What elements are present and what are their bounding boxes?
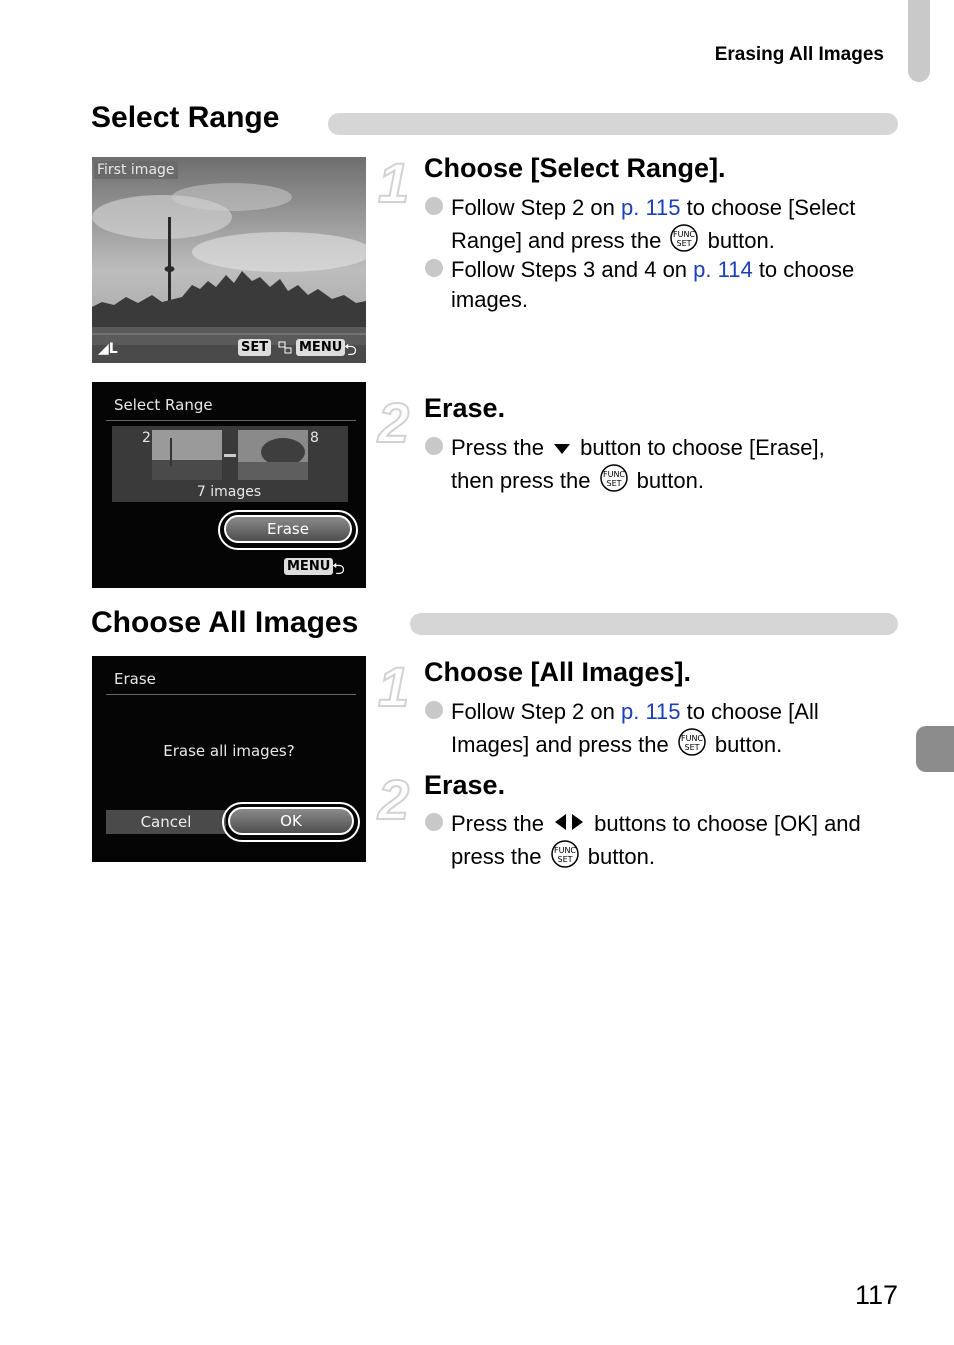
left-right-arrows-icon <box>552 812 586 832</box>
section-bar <box>328 113 898 135</box>
step-number: 2 <box>378 391 410 454</box>
divider <box>106 694 356 695</box>
menu-back-icon: ⮌ <box>332 561 345 578</box>
svg-text:FUNC: FUNC <box>553 846 576 855</box>
divider <box>106 420 356 421</box>
page-link[interactable]: p. 114 <box>693 257 753 282</box>
bullet-dot <box>425 197 443 215</box>
func-set-icon <box>669 223 699 253</box>
bullet-item: Follow Step 2 on p. 115 to choose [Select Range] and press the FUNC SET button. <box>451 193 899 256</box>
page-link[interactable]: p. 115 <box>620 195 681 220</box>
menu-badge: MENU <box>296 339 345 356</box>
step-number: 2 <box>378 768 410 831</box>
svg-text:FUNC: FUNC <box>673 230 696 239</box>
cancel-button[interactable]: Cancel <box>106 810 226 834</box>
svg-text:FUNC: FUNC <box>680 734 703 743</box>
range-dash <box>224 454 236 457</box>
bullet-item: Press the button to choose [Erase], then press the FUNC SET button. <box>451 433 899 496</box>
header-tab <box>908 0 930 82</box>
confirm-question: Erase all images? <box>163 742 295 760</box>
svg-text:SET: SET <box>676 239 692 248</box>
step-title: Erase. <box>424 770 506 800</box>
bullet-dot <box>425 259 443 277</box>
step-title: Choose [All Images]. <box>424 657 692 687</box>
end-thumbnail <box>238 430 308 480</box>
step-title: Erase. <box>424 393 506 423</box>
camera-screen-select-range <box>92 382 366 588</box>
bullet-dot <box>425 813 443 831</box>
range-start: 2 <box>142 430 151 446</box>
bullet-item: Follow Steps 3 and 4 on p. 114 to choose images. <box>451 255 899 315</box>
erase-button[interactable]: Erase <box>224 515 352 543</box>
step-number: 1 <box>378 151 410 214</box>
skyline-photo <box>92 157 366 363</box>
image-size-icon: ◢L <box>98 341 118 357</box>
menu-back-icon: ⮌ <box>344 342 357 359</box>
svg-text:SET: SET <box>557 855 573 864</box>
section-bar <box>410 613 898 635</box>
section-title-choose-all-images: Choose All Images <box>91 606 359 639</box>
page-link[interactable]: p. 115 <box>620 699 681 724</box>
ok-button[interactable]: OK <box>228 807 354 835</box>
down-arrow-icon <box>552 442 572 456</box>
range-end: 8 <box>310 430 319 446</box>
step-title: Choose [Select Range]. <box>424 153 726 183</box>
step-number: 1 <box>378 655 410 718</box>
bullet-dot <box>425 437 443 455</box>
bullet-item: Press the buttons to choose [OK] and press the FUNC SET button. <box>451 809 899 872</box>
func-set-icon <box>677 727 707 757</box>
screen-label: First image <box>94 161 178 179</box>
screen-title: Erase <box>114 670 156 688</box>
screen-title: Select Range <box>114 396 213 414</box>
image-count: 7 images <box>196 484 262 500</box>
svg-text:SET: SET <box>684 743 700 752</box>
range-icon <box>278 341 292 355</box>
menu-badge: MENU <box>284 558 333 575</box>
set-badge: SET <box>238 339 271 356</box>
func-set-icon <box>550 839 580 869</box>
camera-screen-erase-all <box>92 656 366 862</box>
bullet-dot <box>425 701 443 719</box>
header-title: Erasing All Images <box>714 44 884 65</box>
camera-screen-first-image <box>92 157 366 363</box>
page-number: 117 <box>854 1280 898 1310</box>
svg-text:SET: SET <box>606 479 622 488</box>
bullet-item: Follow Step 2 on p. 115 to choose [All Images] and press the FUNC SET button. <box>451 697 899 760</box>
section-title-select-range: Select Range <box>91 101 280 134</box>
func-set-icon <box>599 463 629 493</box>
start-thumbnail <box>152 430 222 480</box>
svg-text:FUNC: FUNC <box>602 470 625 479</box>
chapter-tab <box>916 726 954 772</box>
